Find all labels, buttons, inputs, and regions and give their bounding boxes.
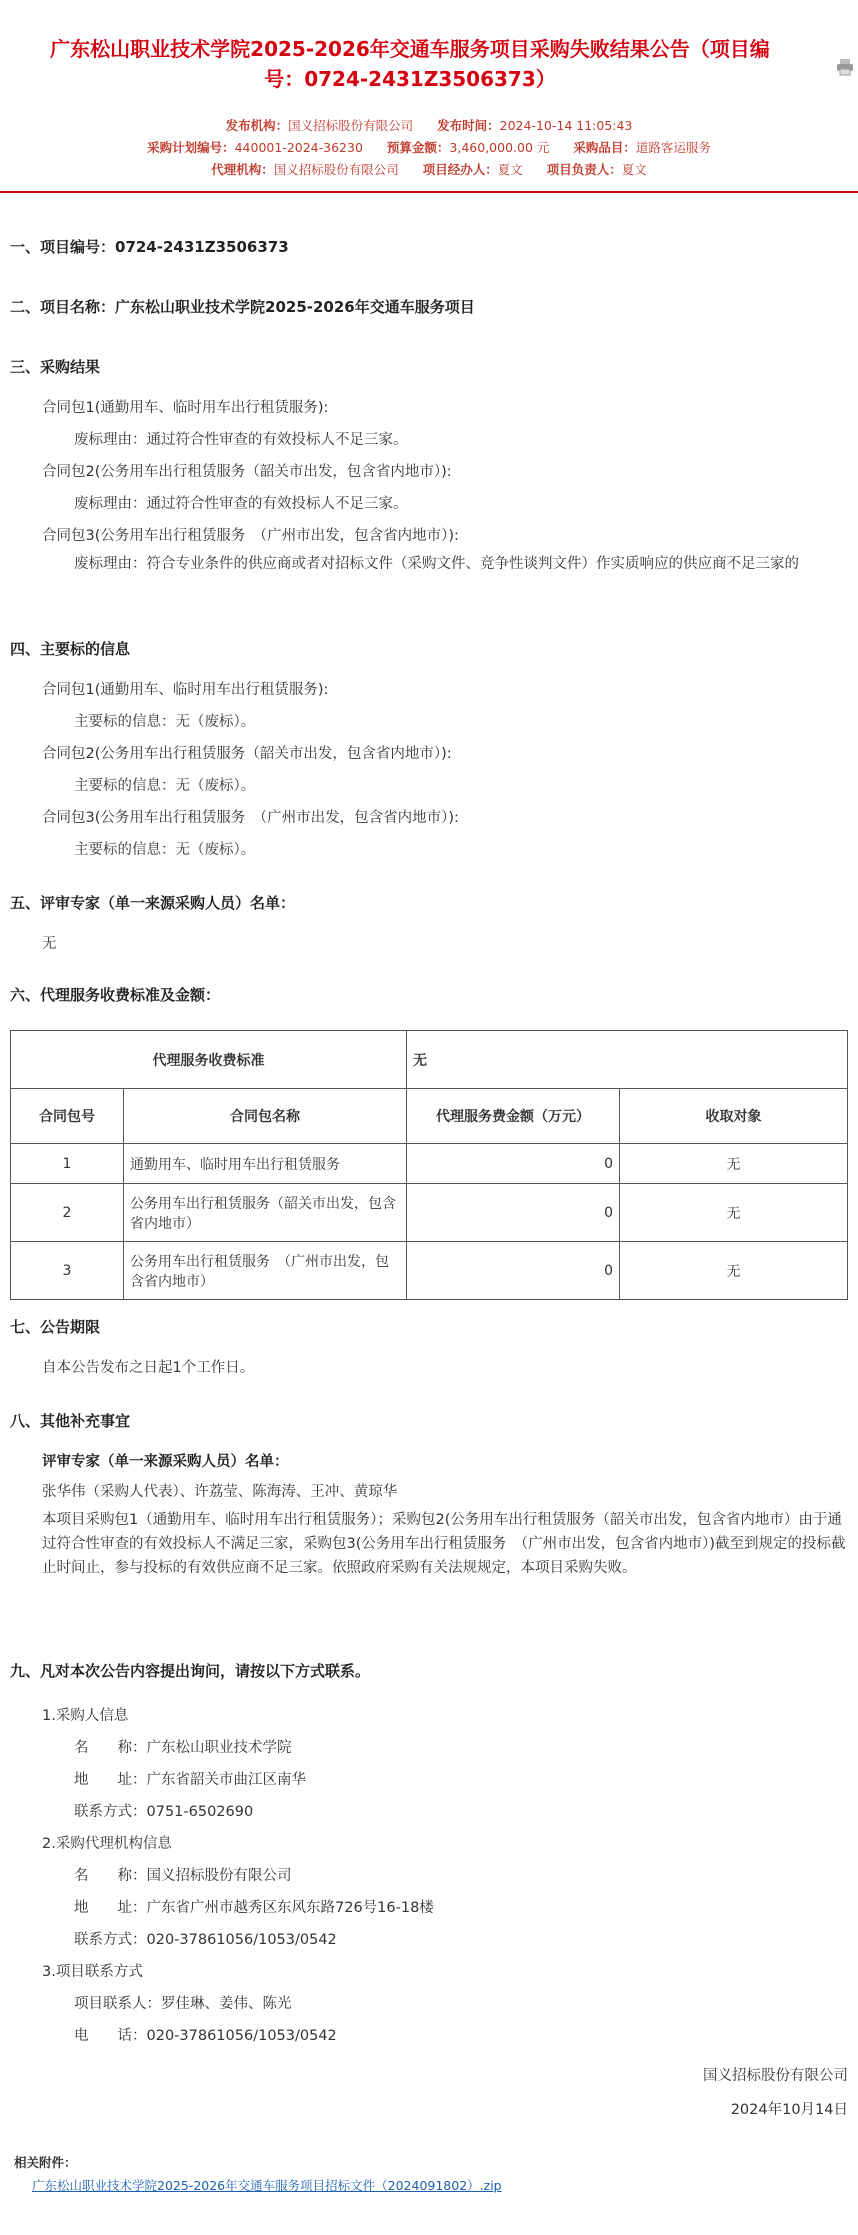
fee-standard-label: 代理服务收费标准 <box>11 1031 407 1089</box>
period-body: 自本公告发布之日起1个工作日。 <box>42 1360 255 1376</box>
info-detail-1: 主要标的信息：无（废标）。 <box>74 714 256 730</box>
contact-agency-title: 2.采购代理机构信息 <box>42 1836 172 1852</box>
footer-date: 2024年10月14日 <box>730 2102 848 2118</box>
section-other: 八、其他补充事宜 <box>10 1412 131 1430</box>
leader: 夏文 <box>621 162 647 177</box>
attachments-label: 相关附件： <box>14 2155 77 2170</box>
contact-purchaser-address: 地 址：广东省韶关市曲江区南华 <box>74 1772 306 1788</box>
other-experts-names: 张华伟（采购人代表）、许荔莹、陈海涛、王冲、黄琼华 <box>42 1484 398 1500</box>
meta-row-1: 发布机构：国义招标股份有限公司 发布时间：2024-10-14 11:05:43 <box>225 118 633 133</box>
contact-project-title: 3.项目联系方式 <box>42 1964 143 1980</box>
section-project-number: 一、项目编号：0724-2431Z3506373 <box>10 238 289 256</box>
contact-purchaser-title: 1.采购人信息 <box>42 1708 129 1724</box>
fee-col-header: 收取对象 <box>620 1089 848 1144</box>
fee-cell: 0 <box>407 1144 620 1184</box>
fee-standard-value: 无 <box>407 1031 848 1089</box>
section-agency-fee: 六、代理服务收费标准及金额： <box>10 986 221 1004</box>
contact-agency-phone: 联系方式：020-37861056/1053/0542 <box>74 1932 337 1948</box>
section-period: 七、公告期限 <box>10 1318 101 1336</box>
info-package-3: 合同包3(公务用车出行租赁服务 （广州市出发，包含省内地市）): <box>42 810 459 826</box>
fee-cell: 3 <box>11 1242 124 1300</box>
fee-cell: 1 <box>11 1144 124 1184</box>
table-row <box>11 1144 848 1184</box>
info-package-1: 合同包1(通勤用车、临时用车出行租赁服务): <box>42 682 329 698</box>
fee-cell: 无 <box>620 1144 848 1184</box>
other-body: 本项目采购包1（通勤用车、临时用车出行租赁服务）；采购包2(公务用车出行租赁服务（韶关市出发，包含省内地市）由于通过符合性审查的有效投标人不满足三家，采购包3(公务用车出行租赁服务 （广州市出发，包含省内地市）)截至到规定的投标截止时间止，参与投标的有效供应商不足三家。依照政府采购有关法规规定，本项目采购失败。 <box>42 1512 846 1576</box>
result-reason-2: 废标理由：通过符合性审查的有效投标人不足三家。 <box>74 496 408 512</box>
fee-cell: 公务用车出行租赁服务 （广州市出发，包含省内地市） <box>124 1242 407 1300</box>
other-experts-title: 评审专家（单一来源采购人员）名单： <box>42 1454 289 1470</box>
result-reason-1: 废标理由：通过符合性审查的有效投标人不足三家。 <box>74 432 408 448</box>
fee-col-header: 合同包号 <box>11 1089 124 1144</box>
contact-agency-name: 名 称：国义招标股份有限公司 <box>74 1868 292 1884</box>
publish-time: 2024-10-14 11:05:43 <box>499 118 633 133</box>
result-package-1: 合同包1(通勤用车、临时用车出行租赁服务): <box>42 400 329 416</box>
printer-icon[interactable] <box>836 58 854 76</box>
result-reason-3: 废标理由：符合专业条件的供应商或者对招标文件（采购文件、竞争性谈判文件）作实质响应的供应商不足三家的 <box>74 556 799 572</box>
contact-project-persons: 项目联系人：罗佳琳、姜伟、陈光 <box>74 1996 292 2012</box>
contact-purchaser-name: 名 称：广东松山职业技术学院 <box>74 1740 292 1756</box>
agency: 国义招标股份有限公司 <box>273 162 399 177</box>
table-row <box>11 1242 848 1300</box>
attachment-link[interactable]: 广东松山职业技术学院2025-2026年交通车服务项目招标文件（2024091802）.zip <box>32 2178 502 2193</box>
fee-table <box>10 1030 848 1300</box>
fee-cell: 通勤用车、临时用车出行租赁服务 <box>124 1144 407 1184</box>
info-detail-3: 主要标的信息：无（废标）。 <box>74 842 256 858</box>
contact-project-phone: 电 话：020-37861056/1053/0542 <box>74 2028 337 2044</box>
fee-col-header: 代理服务费金额（万元） <box>407 1089 620 1144</box>
budget: 3,460,000.00 元 <box>449 140 550 155</box>
experts-body: 无 <box>42 936 57 952</box>
meta-row-3: 代理机构：国义招标股份有限公司 项目经办人：夏文 项目负责人：夏文 <box>211 162 647 177</box>
header-divider <box>0 191 858 193</box>
fee-cell: 0 <box>407 1184 620 1242</box>
section-main-info: 四、主要标的信息 <box>10 640 131 658</box>
fee-cell: 2 <box>11 1184 124 1242</box>
manager: 夏文 <box>497 162 523 177</box>
footer-company: 国义招标股份有限公司 <box>703 2068 848 2084</box>
fee-cell: 无 <box>620 1242 848 1300</box>
contact-agency-address: 地 址：广东省广州市越秀区东风东路726号16-18楼 <box>74 1900 434 1916</box>
fee-cell: 0 <box>407 1242 620 1300</box>
category: 道路客运服务 <box>635 140 711 155</box>
section-project-name: 二、项目名称：广东松山职业技术学院2025-2026年交通车服务项目 <box>10 298 475 316</box>
plan-number: 440001-2024-36230 <box>234 140 363 155</box>
page-title: 广东松山职业技术学院2025-2026年交通车服务项目采购失败结果公告（项目编号：0724-2431Z3506373） <box>50 37 770 91</box>
result-package-3: 合同包3(公务用车出行租赁服务 （广州市出发，包含省内地市）): <box>42 528 459 544</box>
info-detail-2: 主要标的信息：无（废标）。 <box>74 778 256 794</box>
section-result: 三、采购结果 <box>10 358 101 376</box>
table-row <box>11 1184 848 1242</box>
fee-col-header: 合同包名称 <box>124 1089 407 1144</box>
contact-purchaser-phone: 联系方式：0751-6502690 <box>74 1804 254 1820</box>
info-package-2: 合同包2(公务用车出行租赁服务（韶关市出发，包含省内地市）): <box>42 746 452 762</box>
section-experts: 五、评审专家（单一来源采购人员）名单： <box>10 894 296 912</box>
fee-standard-row <box>11 1031 848 1089</box>
publisher: 国义招标股份有限公司 <box>288 118 414 133</box>
meta-row-2: 采购计划编号：440001-2024-36230 预算金额：3,460,000.00 元 采购品目：道路客运服务 <box>147 140 711 155</box>
fee-cell: 无 <box>620 1184 848 1242</box>
result-package-2: 合同包2(公务用车出行租赁服务（韶关市出发，包含省内地市）): <box>42 464 452 480</box>
section-contact: 九、凡对本次公告内容提出询问，请按以下方式联系。 <box>10 1662 371 1680</box>
fee-cell: 公务用车出行租赁服务（韶关市出发，包含省内地市） <box>124 1184 407 1242</box>
fee-header-row <box>11 1089 848 1144</box>
